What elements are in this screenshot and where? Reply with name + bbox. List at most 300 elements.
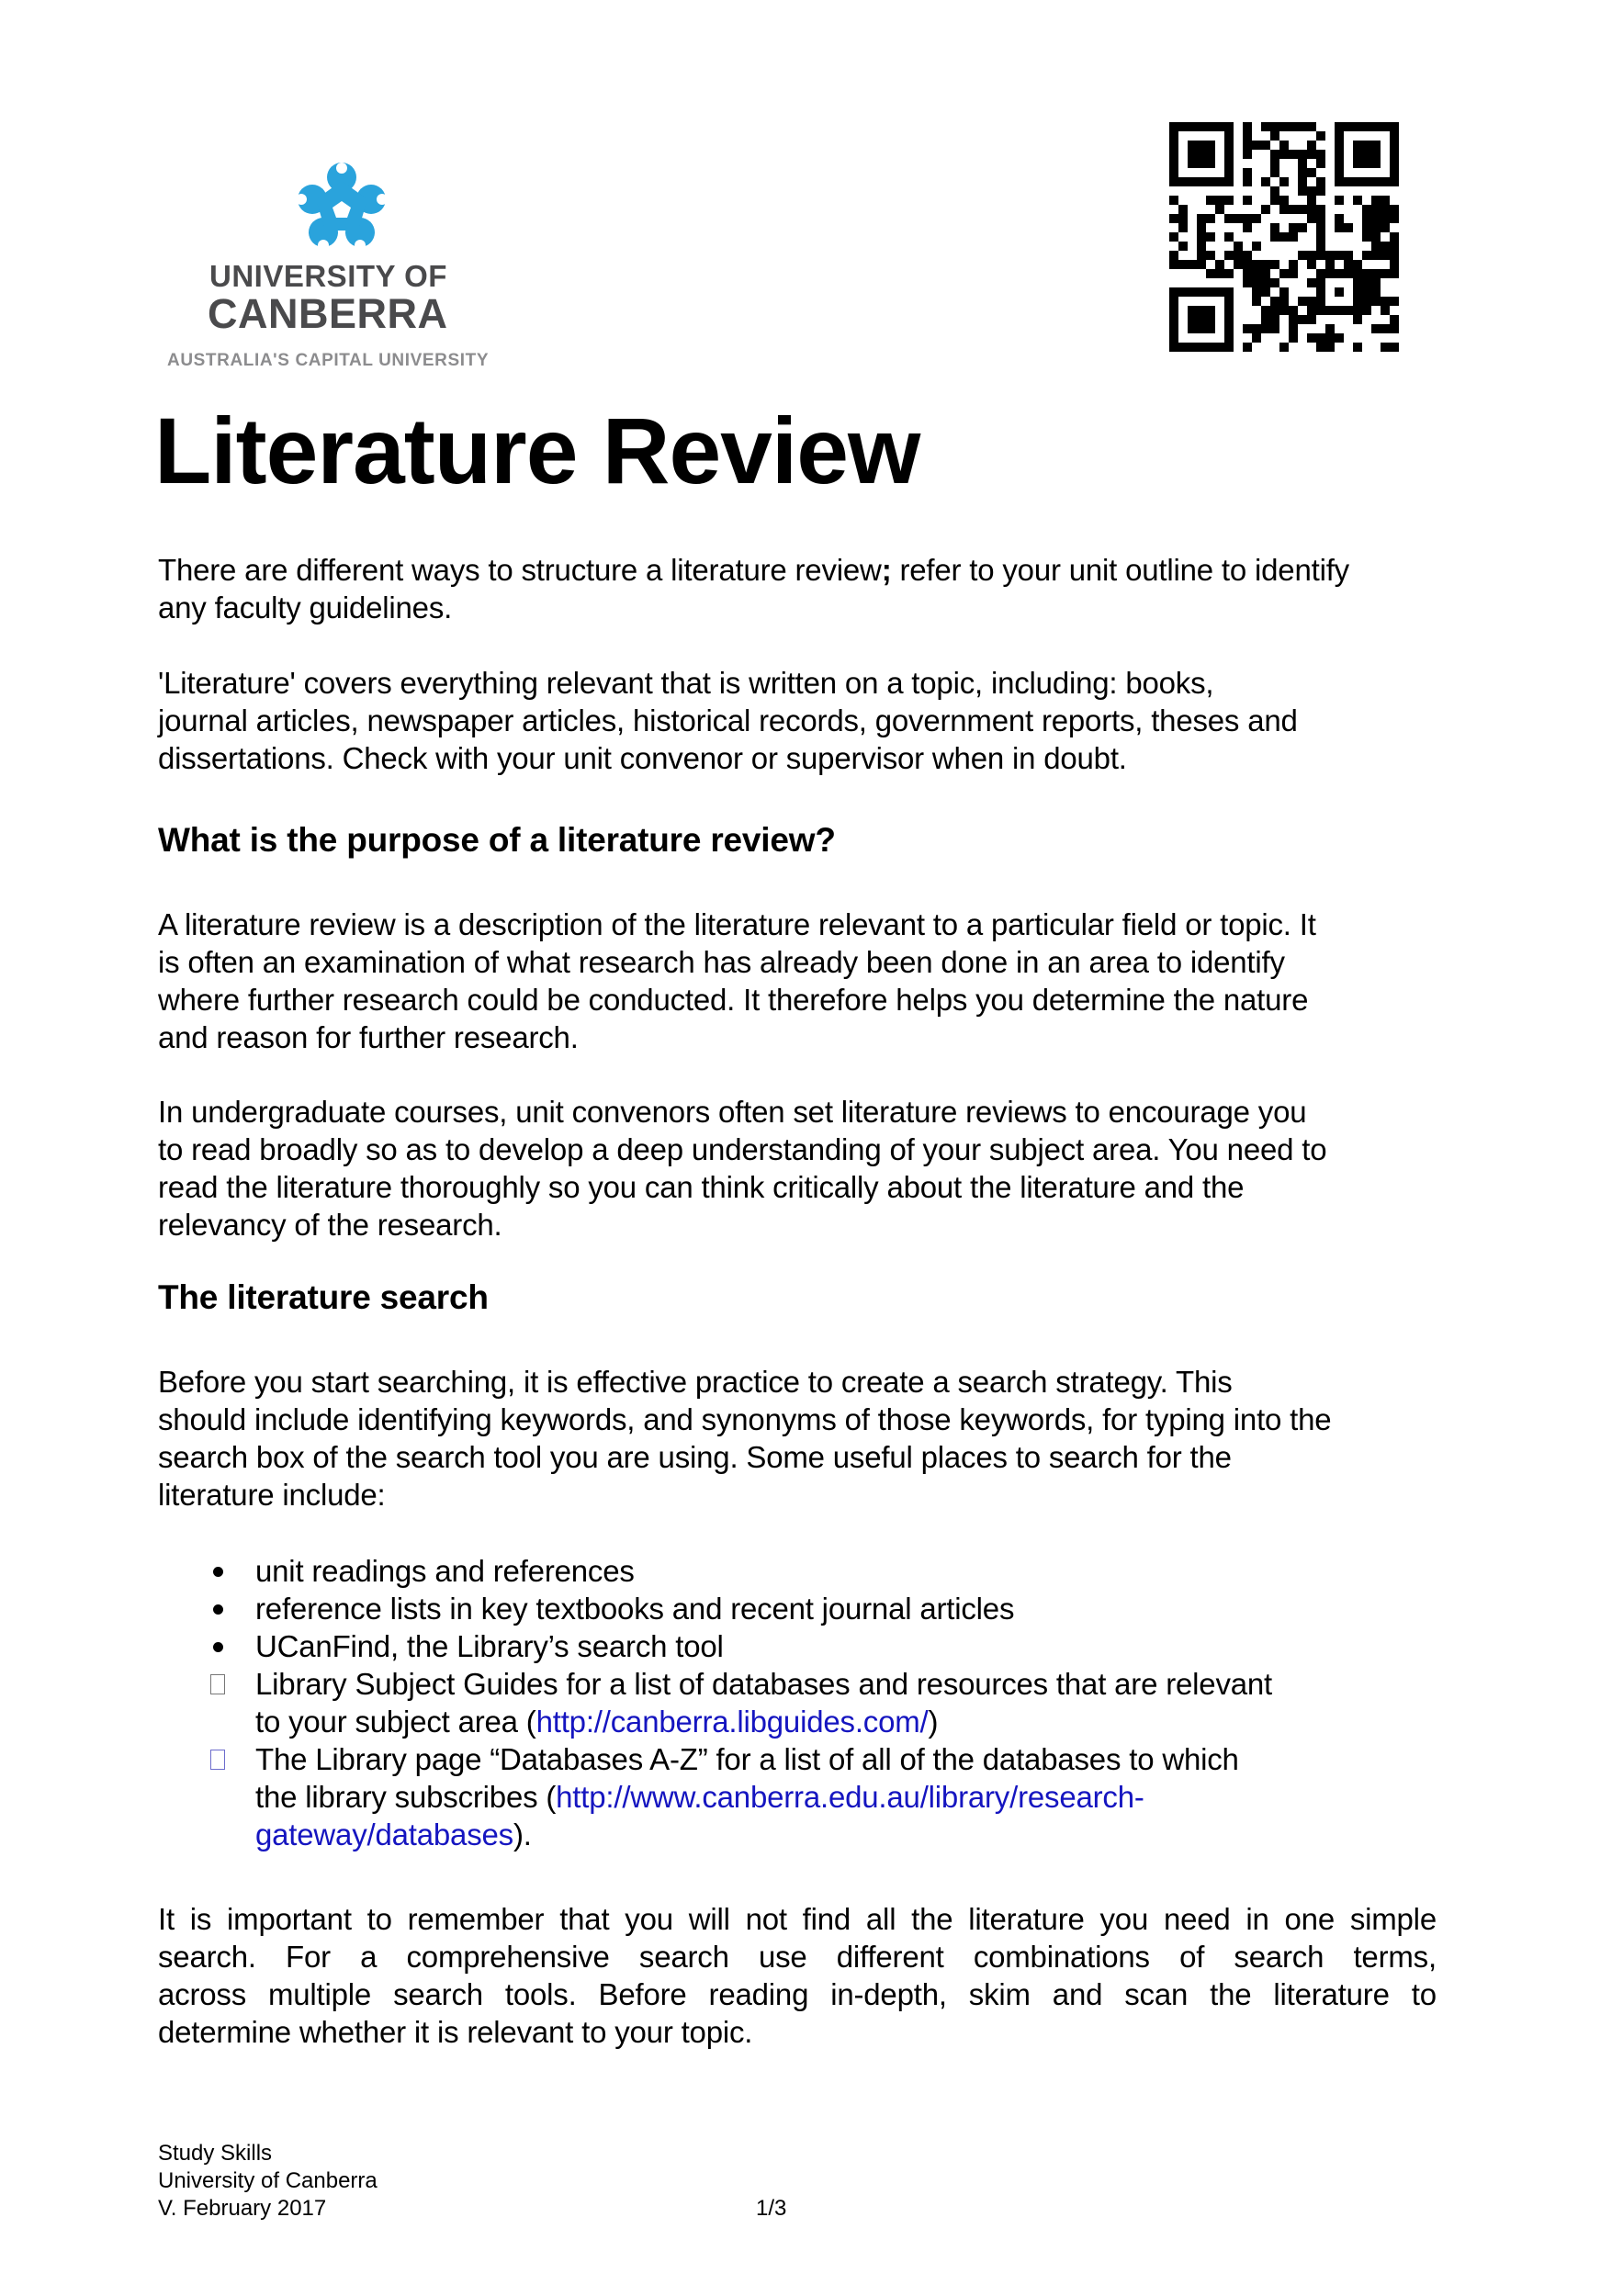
qr-module — [1279, 196, 1289, 205]
logo-text-canberra: CANBERRA — [208, 290, 448, 337]
paragraph-line: to read broadly so as to develop a deep understanding of your subject area. You need to — [158, 1132, 1327, 1166]
qr-module — [1252, 278, 1261, 287]
qr-module — [1381, 205, 1390, 214]
qr-module — [1362, 150, 1371, 159]
qr-module — [1224, 214, 1234, 223]
qr-module — [1307, 186, 1316, 196]
qr-module — [1335, 251, 1344, 260]
qr-module — [1224, 232, 1234, 242]
qr-module — [1252, 269, 1261, 278]
qr-module — [1270, 186, 1279, 196]
qr-module — [1362, 251, 1371, 260]
word: simple — [1349, 1902, 1437, 1936]
qr-module — [1279, 306, 1289, 315]
qr-module — [1206, 150, 1215, 159]
qr-module — [1381, 177, 1390, 186]
qr-module — [1381, 324, 1390, 333]
qr-module — [1243, 251, 1252, 260]
qr-module — [1335, 150, 1344, 159]
qr-module — [1371, 141, 1381, 150]
section-heading-search: The literature search — [158, 1278, 489, 1316]
paragraph-line: dissertations. Check with your unit convenor or supervisor when in doubt. — [158, 741, 1127, 775]
qr-module — [1206, 324, 1215, 333]
qr-module — [1270, 159, 1279, 168]
qr-module — [1371, 278, 1381, 287]
qr-module — [1316, 205, 1325, 214]
qr-module — [1188, 150, 1197, 159]
qr-module — [1206, 196, 1215, 205]
qr-module — [1298, 168, 1307, 177]
qr-module — [1197, 232, 1206, 242]
bullet-dot-icon — [204, 1590, 231, 1627]
qr-module — [1316, 159, 1325, 168]
word: multiple — [267, 1977, 372, 2011]
qr-module — [1206, 159, 1215, 168]
qr-module — [1289, 269, 1298, 278]
qr-module — [1178, 287, 1188, 297]
intro-paragraph-2 — [158, 664, 1481, 777]
qr-module — [1270, 150, 1279, 159]
logo-tagline: AUSTRALIA'S CAPITAL UNIVERSITY — [167, 351, 490, 370]
qr-module — [1307, 315, 1316, 324]
qr-module — [1261, 306, 1270, 315]
intro-paragraph-1 — [158, 551, 1481, 626]
qr-module — [1289, 315, 1298, 324]
qr-module — [1169, 315, 1178, 324]
qr-module — [1390, 168, 1399, 177]
qr-module — [1169, 168, 1178, 177]
qr-module — [1307, 297, 1316, 306]
word: For — [286, 1940, 331, 1974]
qr-module — [1390, 297, 1399, 306]
qr-module — [1169, 122, 1178, 131]
qr-module — [1215, 343, 1224, 352]
qr-module — [1335, 287, 1344, 297]
word: in — [1245, 1902, 1269, 1936]
qr-module — [1353, 287, 1362, 297]
qr-module — [1243, 278, 1252, 287]
qr-module — [1390, 343, 1399, 352]
qr-module — [1252, 141, 1261, 150]
qr-module — [1178, 260, 1188, 269]
qr-module — [1289, 122, 1298, 131]
search-places-list — [158, 1552, 1444, 1853]
qr-module — [1307, 196, 1316, 205]
page-title: Literature Review — [154, 399, 920, 503]
qr-module — [1197, 214, 1206, 223]
qr-module — [1335, 159, 1344, 168]
qr-module — [1178, 242, 1188, 251]
page-footer — [158, 2140, 378, 2223]
qr-module — [1289, 324, 1298, 333]
footer-department: Study Skills — [158, 2141, 273, 2166]
qr-module — [1243, 131, 1252, 141]
paragraph-line: should include identifying keywords, and synonyms of those keywords, for typing into the — [158, 1402, 1332, 1436]
qr-module — [1270, 306, 1279, 315]
qr-module — [1362, 177, 1371, 186]
qr-module — [1252, 260, 1261, 269]
qr-module — [1224, 159, 1234, 168]
qr-module — [1270, 260, 1279, 269]
qr-module — [1307, 122, 1316, 131]
word: that — [559, 1902, 610, 1936]
qr-module — [1261, 287, 1270, 297]
qr-module — [1270, 131, 1279, 141]
qr-module — [1243, 196, 1252, 205]
word: search — [1234, 1940, 1324, 1974]
qr-module — [1362, 214, 1371, 223]
qr-module — [1353, 159, 1362, 168]
qr-module — [1224, 333, 1234, 343]
qr-module — [1279, 122, 1289, 131]
qr-module — [1215, 269, 1224, 278]
qr-module — [1289, 232, 1298, 242]
qr-module — [1169, 141, 1178, 150]
qr-module — [1381, 223, 1390, 232]
paragraph-line: 'Literature' covers everything relevant that is written on a topic, including: books, — [158, 666, 1214, 700]
qr-module — [1270, 168, 1279, 177]
purpose-paragraph-2 — [158, 1093, 1481, 1244]
qr-module — [1252, 214, 1261, 223]
qr-module — [1206, 214, 1215, 223]
qr-module — [1215, 205, 1224, 214]
qr-module — [1362, 122, 1371, 131]
list-item — [158, 1627, 1444, 1665]
qr-module — [1353, 315, 1362, 324]
intro-line: any faculty guidelines. — [158, 591, 453, 625]
qr-module — [1316, 269, 1325, 278]
qr-module — [1178, 343, 1188, 352]
list-item-text: ) — [928, 1705, 939, 1739]
qr-module — [1353, 260, 1362, 269]
qr-module — [1279, 269, 1289, 278]
databases-link-cont[interactable]: gateway/databases — [255, 1818, 513, 1851]
list-item-text: Library Subject Guides for a list of databases and resources that are relevant — [255, 1667, 1273, 1701]
qr-module — [1243, 168, 1252, 177]
qr-module — [1335, 131, 1344, 141]
word: to — [1411, 1977, 1437, 2011]
qr-module — [1344, 306, 1353, 315]
qr-module — [1279, 141, 1289, 150]
qr-module — [1279, 287, 1289, 297]
page-number: 1/3 — [756, 2196, 787, 2221]
university-emblem-icon — [294, 161, 389, 253]
paragraph-line: is often an examination of what research has already been done in an area to identify — [158, 945, 1285, 979]
word: all — [865, 1902, 896, 1936]
qr-module — [1252, 287, 1261, 297]
bullet-box-icon — [204, 1740, 231, 1778]
qr-module — [1270, 324, 1279, 333]
libguides-link[interactable]: http://canberra.libguides.com/ — [535, 1705, 929, 1739]
qr-module — [1188, 141, 1197, 150]
qr-module — [1353, 269, 1362, 278]
qr-module — [1307, 306, 1316, 315]
qr-module — [1206, 177, 1215, 186]
qr-module — [1353, 122, 1362, 131]
bullet-box-icon — [204, 1665, 231, 1703]
word: scan — [1124, 1977, 1189, 2011]
qr-module — [1197, 251, 1206, 260]
qr-module — [1307, 214, 1316, 223]
qr-module — [1316, 251, 1325, 260]
qr-module — [1261, 205, 1270, 214]
qr-module — [1316, 287, 1325, 297]
qr-module — [1390, 251, 1399, 260]
word: in-depth, — [830, 1977, 947, 2011]
qr-code-icon — [1169, 122, 1399, 352]
qr-module — [1270, 223, 1279, 232]
qr-module — [1371, 196, 1381, 205]
qr-module — [1206, 315, 1215, 324]
qr-module — [1169, 287, 1178, 297]
qr-module — [1316, 223, 1325, 232]
intro-semicolon: ; — [881, 553, 892, 587]
qr-module — [1206, 251, 1215, 260]
search-paragraph-2 — [158, 1900, 1481, 2051]
qr-module — [1381, 214, 1390, 223]
qr-module — [1298, 315, 1307, 324]
qr-module — [1325, 251, 1335, 260]
qr-module — [1390, 214, 1399, 223]
bullet-dot-icon — [204, 1627, 231, 1665]
qr-module — [1243, 141, 1252, 150]
qr-module — [1252, 297, 1261, 306]
qr-module — [1206, 232, 1215, 242]
qr-module — [1234, 251, 1243, 260]
qr-module — [1381, 306, 1390, 315]
qr-module — [1169, 159, 1178, 168]
qr-module — [1307, 260, 1316, 269]
qr-module — [1261, 260, 1270, 269]
paragraph-line: journal articles, newspaper articles, historical records, government reports, theses and — [158, 703, 1298, 737]
qr-module — [1390, 131, 1399, 141]
qr-module — [1261, 122, 1270, 131]
qr-module — [1270, 278, 1279, 287]
qr-module — [1261, 269, 1270, 278]
qr-module — [1381, 122, 1390, 131]
qr-module — [1206, 343, 1215, 352]
qr-module — [1224, 315, 1234, 324]
word: different — [836, 1940, 944, 1974]
databases-link[interactable]: http://www.canberra.edu.au/library/research- — [556, 1780, 1144, 1814]
qr-module — [1325, 343, 1335, 352]
qr-module — [1188, 159, 1197, 168]
list-item-text: UCanFind, the Library’s search tool — [255, 1629, 724, 1663]
qr-module — [1362, 223, 1371, 232]
qr-module — [1169, 324, 1178, 333]
qr-module — [1197, 306, 1206, 315]
qr-module — [1344, 251, 1353, 260]
paragraph-line: and reason for further research. — [158, 1020, 579, 1054]
qr-module — [1335, 177, 1344, 186]
qr-module — [1344, 260, 1353, 269]
qr-module — [1353, 150, 1362, 159]
qr-module — [1307, 278, 1316, 287]
word: you — [1099, 1902, 1149, 1936]
word: will — [688, 1902, 730, 1936]
word: to — [366, 1902, 392, 1936]
qr-module — [1335, 223, 1344, 232]
qr-module — [1325, 324, 1335, 333]
qr-module — [1298, 177, 1307, 186]
paragraph-line: read the literature thoroughly so you can think critically about the literature and the — [158, 1170, 1245, 1204]
qr-module — [1243, 343, 1252, 352]
qr-module — [1261, 177, 1270, 186]
qr-module — [1188, 306, 1197, 315]
qr-module — [1215, 177, 1224, 186]
qr-module — [1178, 177, 1188, 186]
paragraph-line: In undergraduate courses, unit convenors often set literature reviews to encourage you — [158, 1095, 1307, 1129]
qr-module — [1224, 287, 1234, 297]
qr-module — [1316, 150, 1325, 159]
word: tools. — [504, 1977, 577, 2011]
qr-module — [1390, 232, 1399, 242]
qr-module — [1381, 242, 1390, 251]
qr-module — [1289, 205, 1298, 214]
list-item — [158, 1665, 1444, 1740]
word: search — [393, 1977, 483, 2011]
qr-module — [1224, 306, 1234, 315]
qr-module — [1270, 122, 1279, 131]
qr-module — [1224, 177, 1234, 186]
qr-module — [1206, 269, 1215, 278]
qr-module — [1390, 177, 1399, 186]
qr-module — [1252, 324, 1261, 333]
qr-module — [1335, 168, 1344, 177]
qr-module — [1298, 159, 1307, 168]
search-paragraph-1 — [158, 1363, 1481, 1514]
qr-module — [1169, 150, 1178, 159]
paragraph-line — [158, 1938, 1437, 1975]
word: Before — [598, 1977, 687, 2011]
qr-module — [1215, 122, 1224, 131]
qr-module — [1344, 223, 1353, 232]
qr-module — [1188, 122, 1197, 131]
qr-module — [1298, 251, 1307, 260]
word: a — [360, 1940, 378, 1974]
qr-module — [1243, 177, 1252, 186]
qr-module — [1353, 343, 1362, 352]
qr-module — [1234, 242, 1243, 251]
word: the — [1210, 1977, 1252, 2011]
qr-module — [1289, 306, 1298, 315]
qr-module — [1224, 150, 1234, 159]
qr-module — [1325, 333, 1335, 343]
qr-module — [1307, 251, 1316, 260]
word: of — [1179, 1940, 1205, 1974]
word: one — [1284, 1902, 1335, 1936]
qr-module — [1335, 333, 1344, 343]
qr-module — [1381, 297, 1390, 306]
qr-module — [1381, 269, 1390, 278]
section-heading-purpose: What is the purpose of a literature review? — [158, 821, 836, 859]
qr-module — [1362, 297, 1371, 306]
qr-module — [1335, 214, 1344, 223]
list-item-text: unit readings and references — [255, 1554, 635, 1588]
paragraph-line: Before you start searching, it is effective practice to create a search strategy. This — [158, 1365, 1233, 1399]
qr-module — [1298, 122, 1307, 131]
qr-module — [1381, 251, 1390, 260]
qr-module — [1390, 159, 1399, 168]
qr-module — [1316, 343, 1325, 352]
qr-module — [1371, 324, 1381, 333]
qr-module — [1243, 214, 1252, 223]
qr-module — [1353, 306, 1362, 315]
qr-module — [1289, 223, 1298, 232]
list-item-text: the library subscribes ( — [255, 1780, 557, 1814]
qr-module — [1243, 150, 1252, 159]
qr-module — [1279, 205, 1289, 214]
qr-module — [1224, 141, 1234, 150]
qr-module — [1197, 315, 1206, 324]
qr-module — [1224, 269, 1234, 278]
qr-module — [1298, 223, 1307, 232]
qr-module — [1316, 214, 1325, 223]
qr-module — [1289, 260, 1298, 269]
qr-module — [1371, 223, 1381, 232]
qr-module — [1261, 278, 1270, 287]
qr-module — [1224, 168, 1234, 177]
qr-module — [1169, 214, 1178, 223]
qr-module — [1261, 324, 1270, 333]
qr-module — [1307, 168, 1316, 177]
footer-version: V. February 2017 — [158, 2196, 327, 2221]
word: you — [625, 1902, 673, 1936]
qr-module — [1169, 343, 1178, 352]
qr-module — [1371, 251, 1381, 260]
paragraph-line — [158, 1900, 1437, 1938]
qr-module — [1243, 269, 1252, 278]
list-item-text: reference lists in key textbooks and recent journal articles — [255, 1592, 1015, 1626]
qr-module — [1325, 306, 1335, 315]
qr-module — [1188, 324, 1197, 333]
qr-module — [1206, 122, 1215, 131]
qr-module — [1178, 122, 1188, 131]
qr-module — [1178, 223, 1188, 232]
qr-module — [1206, 306, 1215, 315]
word: use — [758, 1940, 807, 1974]
qr-module — [1371, 122, 1381, 131]
qr-module — [1197, 242, 1206, 251]
qr-module — [1270, 232, 1279, 242]
qr-module — [1169, 251, 1178, 260]
footer-university: University of Canberra — [158, 2168, 378, 2193]
university-logo — [167, 156, 533, 377]
qr-module — [1307, 141, 1316, 150]
word: search. — [158, 1940, 256, 1974]
qr-module — [1178, 205, 1188, 214]
qr-module — [1224, 343, 1234, 352]
qr-module — [1371, 269, 1381, 278]
qr-module — [1169, 232, 1178, 242]
qr-module — [1169, 306, 1178, 315]
qr-module — [1206, 287, 1215, 297]
paragraph-line: determine whether it is relevant to your topic. — [158, 2015, 753, 2049]
qr-module — [1316, 278, 1325, 287]
qr-module — [1197, 223, 1206, 232]
qr-module — [1298, 186, 1307, 196]
qr-module — [1307, 333, 1316, 343]
qr-module — [1197, 150, 1206, 159]
qr-module — [1316, 242, 1325, 251]
qr-module — [1169, 177, 1178, 186]
word: It — [158, 1902, 175, 1936]
qr-module — [1243, 324, 1252, 333]
qr-module — [1381, 196, 1390, 205]
word: terms, — [1353, 1940, 1437, 1974]
list-item — [158, 1590, 1444, 1627]
qr-module — [1390, 324, 1399, 333]
